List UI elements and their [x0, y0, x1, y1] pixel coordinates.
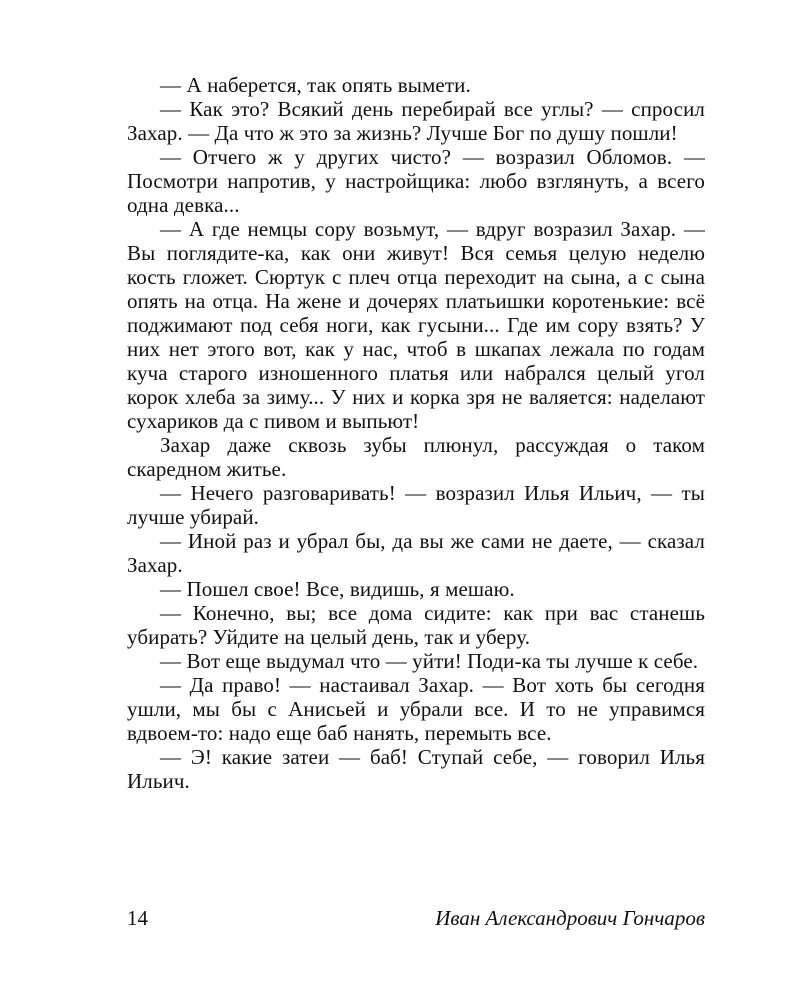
paragraph: — Нечего разговаривать! — возразил Илья Ильич, — ты лучше убирай.: [127, 481, 705, 529]
page-number: 14: [127, 906, 148, 930]
paragraph: — А где немцы сору возьмут, — вдруг возразил Захар. — Вы поглядите-ка, как они живут! Вся семья целую неделю кость гложет. Сюртук с плеч отца переходит на сына, а с сына опять на отца. На жене и дочерях платьишки коротенькие: всё поджимают под себя ноги, как гусыни... Где им сору взять? У них нет этого вот, как у нас, чтоб в шкапах лежала по годам куча старого изношенного платья или набрался целый угол корок хлеба за зиму... У них и корка зря не валяется: наделают сухариков да с пивом и выпьют!: [127, 217, 705, 433]
page-footer: [127, 906, 705, 934]
paragraph: — Иной раз и убрал бы, да вы же сами не даете, — сказал Захар.: [127, 529, 705, 577]
paragraph: — Как это? Всякий день перебирай все углы? — спросил Захар. — Да что ж это за жизнь? Лучше Бог по душу пошли!: [127, 97, 705, 145]
paragraph: Захар даже сквозь зубы плюнул, рассуждая о таком скаредном житье.: [127, 433, 705, 481]
paragraph: — Пошел свое! Все, видишь, я мешаю.: [160, 577, 515, 601]
paragraph: — Да право! — настаивал Захар. — Вот хоть бы сегодня ушли, мы бы с Анисьей и убрали все. И то не управимся вдвоем-то: надо еще баб нанять, перемыть все.: [127, 673, 705, 745]
paragraph: — Вот еще выдумал что — уйти! Поди-ка ты лучше к себе.: [160, 649, 699, 673]
paragraph: — Конечно, вы; все дома сидите: как при вас станешь убирать? Уйдите на целый день, так и уберу.: [127, 601, 705, 649]
running-title: Иван Александрович Гончаров: [435, 906, 705, 930]
paragraph: — Отчего ж у других чисто? — возразил Обломов. — Посмотри напротив, у настройщика: любо взглянуть, а всего одна девка...: [127, 145, 705, 217]
body-text: [127, 73, 705, 793]
paragraph: — Э! какие затеи — баб! Ступай себе, — говорил Илья Ильич.: [127, 745, 705, 793]
paragraph: — А наберется, так опять вымети.: [160, 73, 471, 97]
